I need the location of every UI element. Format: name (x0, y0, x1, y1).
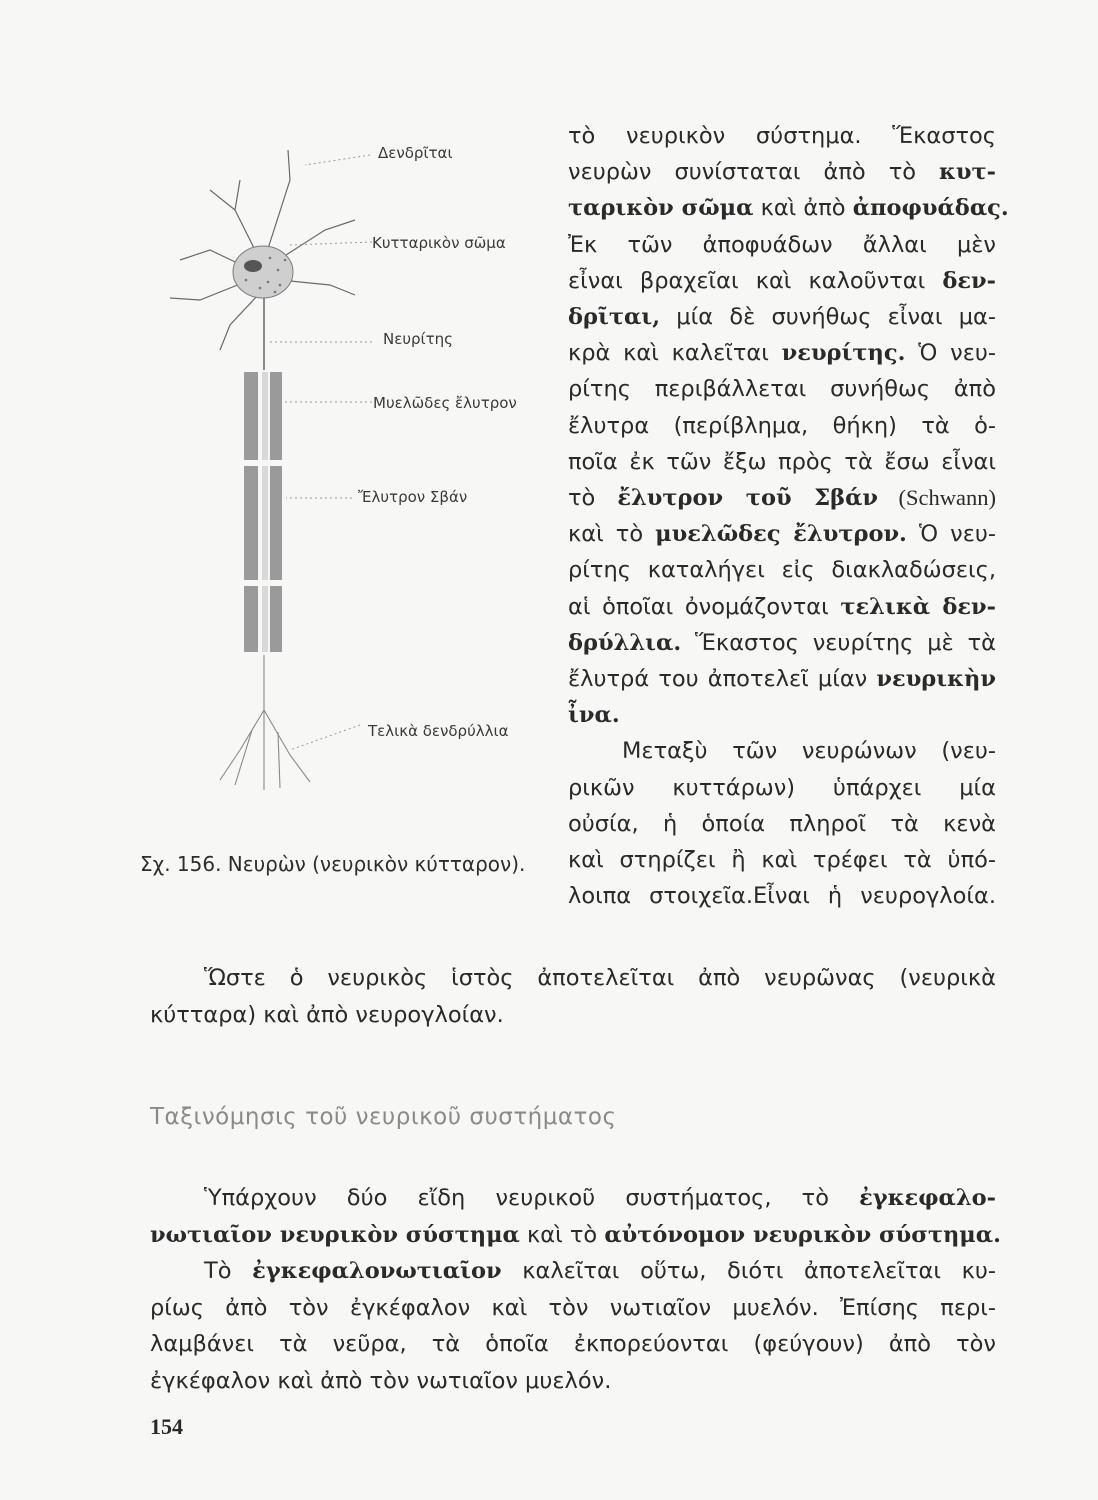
label-terminal-dendrites: Τελικὰ δενδρύλλια (368, 722, 509, 740)
text-line: ἶνα. (568, 702, 620, 729)
summary-paragraph (150, 960, 996, 1033)
text-line: Ὑπάρχουν δύο εἴδη νευρικοῦ συστήματος, τὸ ἐγκεφαλο- (204, 1185, 996, 1211)
text-line: εἶναι βραχεῖαι καὶ καλοῦνται δεν- (568, 267, 996, 294)
text-line: αἱ ὁποῖαι ὀνομάζονται τελικὰ δεν- (568, 593, 996, 620)
text-line: ἔλυτρά του ἀποτελεῖ μίαν νευρικὴν (568, 666, 996, 693)
text-line: δρῖται, μία δὲ συνήθως εἶναι μα- (568, 304, 996, 331)
text-line: ἐγκέφαλον καὶ ἀπὸ τὸν νωτιαῖον μυελόν. (150, 1367, 612, 1394)
label-myelin: Μυελῶδες ἔλυτρον (373, 394, 517, 412)
node-of-ranvier (240, 580, 286, 586)
text-line: Μεταξὺ τῶν νευρώνων (νευ- (622, 738, 996, 765)
terminal-branches (220, 655, 310, 790)
text-line: ταρικὸν σῶμα καὶ ἀπὸ ἀποφυάδας. (568, 195, 1009, 222)
label-dendrites: Δενδρῖται (378, 144, 453, 162)
dendrite (265, 150, 290, 258)
text-line: ρίτης καταλήγει εἰς διακλαδώσεις, (568, 557, 996, 584)
section-paragraph (150, 1180, 1001, 1399)
text-line: νωτιαῖον νευρικὸν σύστημα καὶ τὸ αὐτόνομον νευρικὸν σύστημα. (150, 1221, 1001, 1248)
text-line: τὸ ἔλυτρον τοῦ Σβάν (Schwann) (568, 485, 996, 512)
figure-caption: Σχ. 156. Νευρὼν (νευρικὸν κύτταρον). (140, 852, 526, 876)
cell-body (233, 246, 293, 298)
text-line: ποῖα ἐκ τῶν ἔξω πρὸς τὰ ἔσω εἶναι (568, 448, 996, 475)
text-column (568, 118, 1009, 914)
neuron-illustration (140, 110, 560, 810)
node-of-ranvier (240, 460, 286, 466)
myelin-sheath-left (244, 372, 258, 652)
text-line: ρικῶν κυττάρων) ὑπάρχει μία (568, 774, 996, 801)
nucleus (244, 260, 262, 272)
dendrite (220, 295, 258, 350)
label-schwann: Ἔλυτρον Σβάν (358, 488, 468, 506)
text-line: λοιπα στοιχεῖα.Εἶναι ἡ νευρογλοία. (568, 883, 996, 910)
text-line: δρύλλια. Ἕκαστος νευρίτης μὲ τὰ (568, 629, 996, 656)
text-line: ρίτης περιβάλλεται συνήθως ἀπὸ (568, 376, 996, 403)
neuron-figure (140, 110, 560, 900)
axon-core (262, 372, 268, 652)
text-line: λαμβάνει τὰ νεῦρα, τὰ ὁποῖα ἐκπορεύονται (φεύγουν) ἀπὸ τὸν (150, 1331, 996, 1357)
text-line: Τὸ ἐγκεφαλονωτιαῖον καλεῖται οὕτω, διότι ἀποτελεῖται κυ- (204, 1258, 996, 1284)
text-line: τὸ νευρικὸν σύστημα. Ἕκαστος (568, 123, 996, 149)
text-line: κύτταρα) καὶ ἀπὸ νευρογλοίαν. (150, 1001, 504, 1028)
text-line: ρίως ἀπὸ τὸν ἐγκέφαλον καὶ τὸν νωτιαῖον μυελόν. Ἐπίσης περι- (150, 1294, 996, 1321)
label-neurite: Νευρίτης (383, 330, 453, 348)
text-line: κρὰ καὶ καλεῖται νευρίτης. Ὁ νευ- (568, 340, 996, 367)
text-line: νευρὼν συνίσταται ἀπὸ τὸ κυτ- (568, 159, 996, 186)
text-line: Ἐκ τῶν ἀποφυάδων ἄλλαι μὲν (568, 231, 996, 258)
text-line: Ὥστε ὁ νευρικὸς ἱστὸς ἀποτελεῖται ἀπὸ νευρῶνας (νευρικὰ (204, 965, 996, 991)
page-number: 154 (150, 1414, 183, 1439)
myelin-sheath-right (270, 372, 282, 652)
section-heading: Ταξινόμησις τοῦ νευρικοῦ συστήματος (150, 1104, 617, 1130)
text-line: καὶ τὸ μυελῶδες ἔλυτρον. Ὁ νευ- (568, 521, 996, 548)
text-line: οὐσία, ἡ ὁποία πληροῖ τὰ κενὰ (568, 810, 996, 837)
text-line: ἔλυτρα (περίβλημα, θήκη) τὰ ὁ- (568, 412, 996, 439)
text-line: καὶ στηρίζει ἢ καὶ τρέφει τὰ ὑπό- (568, 847, 996, 874)
dendrite (280, 280, 355, 295)
label-cell-body: Κυτταρικὸν σῶμα (372, 234, 506, 252)
